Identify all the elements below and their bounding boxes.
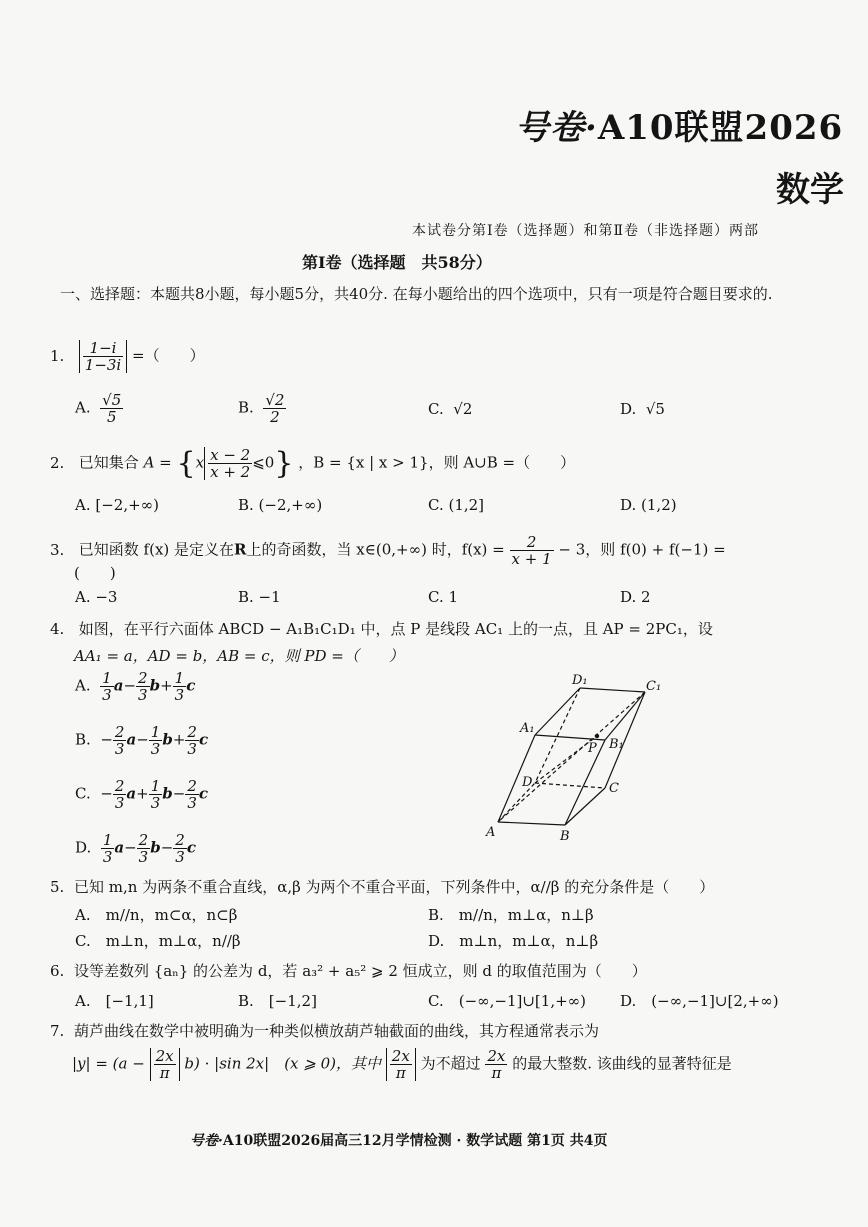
question-number: 3. [50,540,65,559]
q3-option-c[interactable]: C. 1 [428,588,459,606]
question-number: 7. [50,1022,65,1040]
edge-bc [565,788,605,825]
section-instructions: 一、选择题：本题共8小题，每小题5分，共40分. 在每小题给出的四个选项中，只有一项是符合题目要求的. [60,285,773,303]
q1-option-b[interactable]: B. $\frac{√2}{2}$ [238,391,285,426]
q5-option-d[interactable]: D. m⊥n，m⊥α，n⊥β [428,932,599,950]
q2-option-b[interactable]: B. (−2,+∞) [238,496,323,514]
svg-text:B: B [560,829,570,844]
brand-text: A10联盟2026 [597,108,844,148]
question-4: 4. 如图，在平行六面体 ABCD − A₁B₁C₁D₁ 中，点 P 是线段 AC₁ 上的一点，且 AP = 2PC₁，设 [50,620,713,638]
q3-paren: ( ) [74,564,116,582]
question-number: 2. [50,453,65,472]
q3-option-b[interactable]: B. −1 [238,588,281,606]
svg-text:D₁: D₁ [572,673,588,688]
q1-option-c[interactable]: C. √2 [428,400,473,418]
q1-option-a[interactable]: A. $\frac{√5}{5}$ [75,391,122,426]
edge-d1c1 [580,688,645,692]
point-p [595,734,599,738]
svg-text:C: C [609,781,619,796]
question-2: 2. 已知集合 A = {x $\frac{x - 2}{x + 2}$ ⩽0} ，B = {x | x > 1}，则 A∪B =（ ） [50,446,576,481]
parallelepiped-figure [480,670,680,850]
q5-option-b[interactable]: B. m//n，m⊥α，n⊥β [428,906,594,924]
question-number: 5. [50,878,65,896]
edge-a1b1 [535,735,605,740]
q2-option-a[interactable]: A. [−2,+∞) [75,496,160,514]
question-tail: =（ ） [132,346,205,365]
q4-vectors: AA₁ = a，AD = b，AB = c，则 PD =（ ） [74,647,404,665]
subject-title: 数学 [776,170,844,210]
q4-option-d[interactable]: D. $\frac{1}{3}$ a− $\frac{2}{3}$ b− $\frac{2}{3}$ c [75,831,196,866]
question-6: 6. 设等差数列 {aₙ} 的公差为 d，若 a₃² + a₅² ⩾ 2 恒成立，则 d 的取值范围为（ ） [50,962,647,980]
svg-text:D: D [522,775,533,790]
footer-logo: 号卷· [190,1133,223,1149]
q4-option-b[interactable]: B. − $\frac{2}{3}$ a− $\frac{1}{3}$ b+ $\frac{2}{3}$ c [75,723,209,758]
brand-title [515,100,843,149]
intro-text: 本试卷分第Ⅰ卷（选择题）和第Ⅱ卷（非选择题）两部 [412,223,760,239]
edge-b1b [565,740,605,825]
question-number: 6. [50,962,65,980]
edge-c1b1 [605,692,645,740]
q5-option-a[interactable]: A. m//n，m⊂α，n⊂β [75,906,238,924]
footer [190,1130,608,1150]
q5-option-c[interactable]: C. m⊥n，m⊥α，n//β [75,932,241,950]
svg-text:A: A [486,825,496,840]
diag-ac1 [498,692,645,822]
brand-logo: 号卷· [515,108,598,148]
question-5: 5. 已知 m,n 为两条不重合直线，α,β 为两个不重合平面，下列条件中，α//β 的充分条件是（ ） [50,878,715,896]
fraction: $\frac{1-i}{1-3i}$ [84,339,122,374]
question-number: 4. [50,620,65,638]
svg-text:P: P [588,741,597,756]
svg-text:C₁: C₁ [646,679,662,694]
q2-option-d[interactable]: D. (1,2) [620,496,677,514]
part-title: 第Ⅰ卷（选择题 共58分） [302,253,492,272]
edge-dc [535,783,605,788]
q3-option-a[interactable]: A. −3 [75,588,118,606]
q6-option-b[interactable]: B. [−1,2] [238,992,317,1010]
q1-option-d[interactable]: D. √5 [620,400,665,418]
edge-ab [498,822,565,825]
q2-option-c[interactable]: C. (1,2] [428,496,485,514]
question-number: 1. [50,346,65,365]
svg-text:B₁: B₁ [609,737,624,752]
question-3: 3. 已知函数 f(x) 是定义在R上的奇函数，当 x∈(0,+∞) 时，f(x) = $\frac{2}{x + 1}$ − 3，则 f(0) + f(−1) = [50,533,726,568]
q6-option-c[interactable]: C. (−∞,−1]∪[1,+∞) [428,992,587,1010]
q6-option-a[interactable]: A. [−1,1] [75,992,154,1010]
question-1 [50,340,205,373]
edge-d1a1 [535,688,580,735]
footer-text: A10联盟2026届高三12月学情检测 · 数学试题 第1页 共4页 [222,1133,608,1149]
q4-option-c[interactable]: C. − $\frac{2}{3}$ a+ $\frac{1}{3}$ b− $\frac{2}{3}$ c [75,777,209,812]
q3-option-d[interactable]: D. 2 [620,588,651,606]
abs-value [79,340,127,373]
q6-option-d[interactable]: D. (−∞,−1]∪[2,+∞) [620,992,779,1010]
question-7: 7. 葫芦曲线在数学中被明确为一种类似横放葫芦轴截面的曲线，其方程通常表示为 [50,1022,600,1040]
q4-option-a[interactable]: A. $\frac{1}{3}$ a− $\frac{2}{3}$ b+ $\frac{1}{3}$ c [75,669,196,704]
q7-equation: |y| = (a − $\frac{2x}{\pi}$ b) · |sin 2x| (x ⩾ 0)，其中 $\frac{2x}{\pi}$ 为不超过 $\frac{2x}{\pi}$ 的最大整数. 该曲线的显著特征是 [72,1047,732,1082]
svg-text:A₁: A₁ [520,721,535,736]
